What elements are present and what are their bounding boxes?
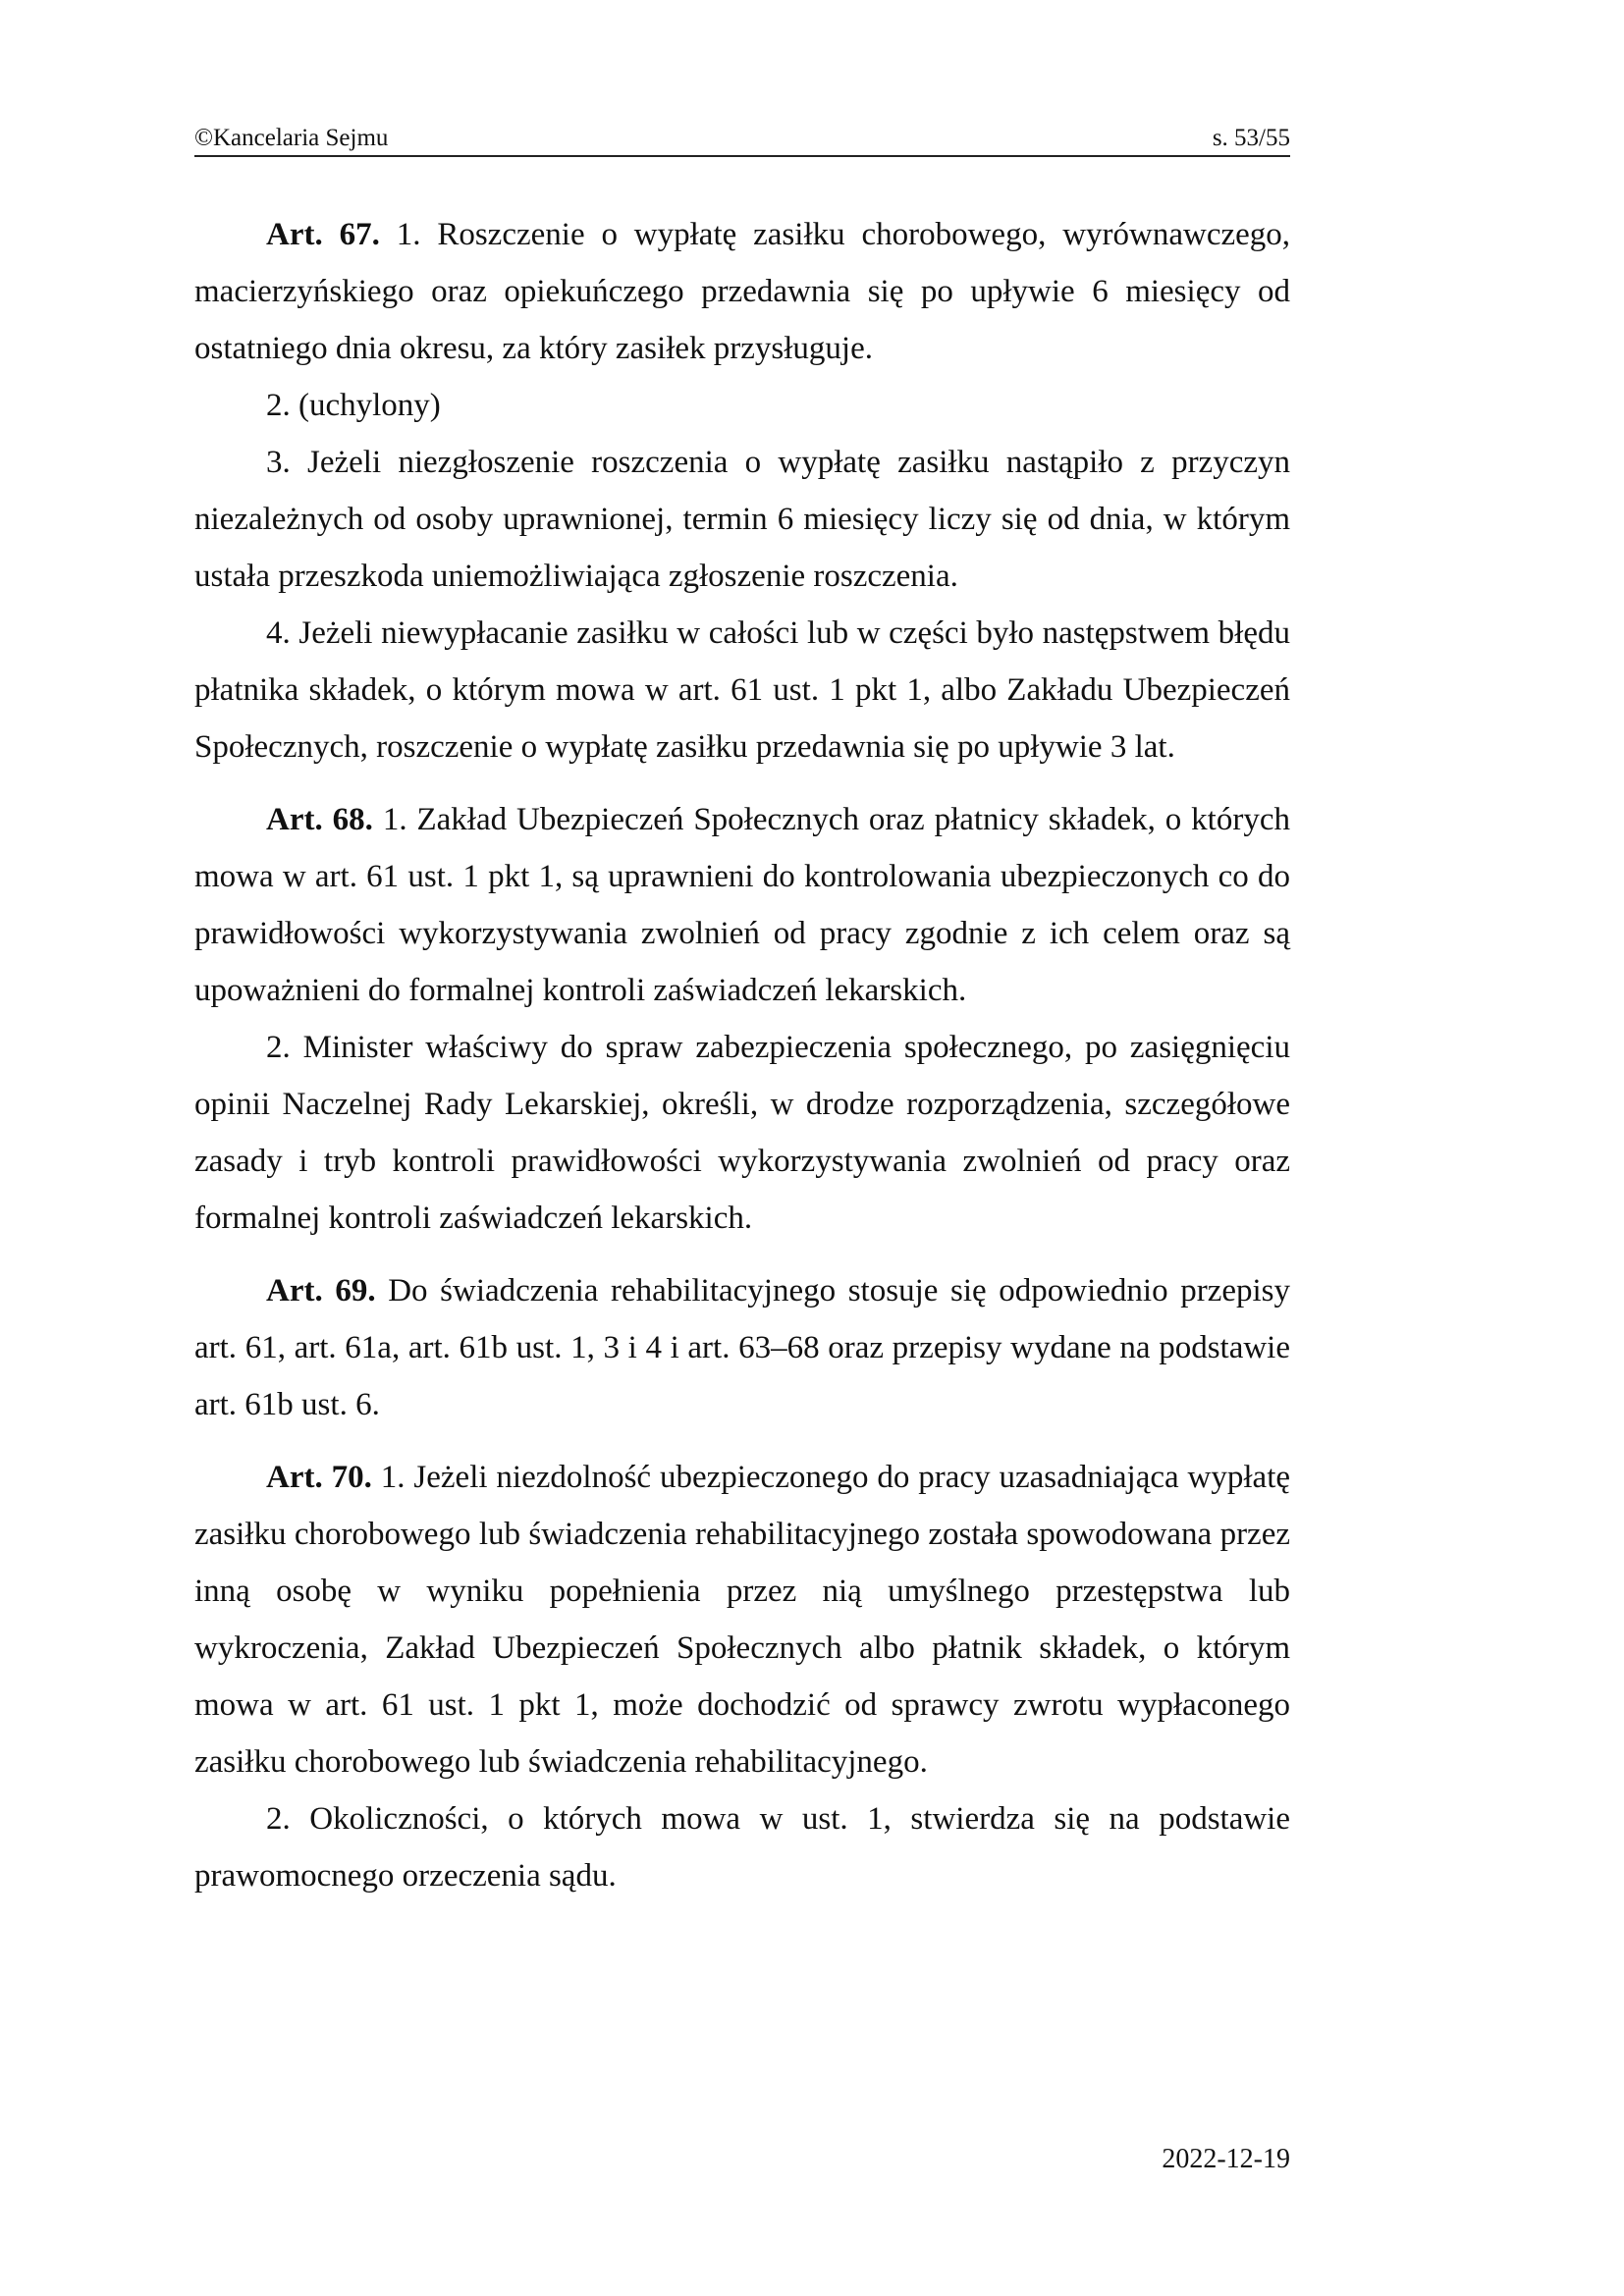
paragraph-text: 2. (uchylony): [266, 388, 441, 423]
article-number: Art. 67.: [266, 217, 380, 252]
article-68: [194, 791, 1290, 1247]
article-number: Art. 68.: [266, 802, 373, 837]
paragraph-text: 1. Roszczenie o wypłatę zasiłku chorobowego, wyrównawczego, macierzyńskiego oraz opiekuńczego przedawnia się po upływie 6 miesięcy od ostatniego dnia okresu, za który zasiłek przysługuje.: [194, 217, 1291, 366]
article-paragraph: [194, 1019, 1290, 1247]
paragraph-text: 1. Zakład Ubezpieczeń Społecznych oraz płatnicy składek, o których mowa w art. 61 ust. 1 pkt 1, są uprawnieni do kontrolowania ubezpieczonych co do prawidłowości wykorzystywania zwolnień od pracy zgodnie z ich celem oraz są upoważnieni do formalnej kontroli zaświadczeń lekarskich.: [194, 802, 1290, 1008]
footer-date: 2022-12-19: [1162, 2144, 1290, 2174]
paragraph-text: Do świadczenia rehabilitacyjnego stosuje się odpowiednio przepisy art. 61, art. 61a, art. 61b ust. 1, 3 i 4 i art. 63–68 oraz przepisy wydane na podstawie art. 61b ust. 6.: [194, 1273, 1291, 1422]
paragraph-text: 2. Minister właściwy do spraw zabezpieczenia społecznego, po zasięgnięciu opinii Naczelnej Rady Lekarskiej, określi, w drodze rozporządzenia, szczegółowe zasady i tryb kontroli prawidłowości wykorzystywania zwolnień od pracy oraz formalnej kontroli zaświadczeń lekarskich.: [194, 1030, 1290, 1236]
article-70: [194, 1449, 1290, 1904]
document-body: [194, 206, 1290, 1904]
paragraph-text: 3. Jeżeli niezgłoszenie roszczenia o wypłatę zasiłku nastąpiło z przyczyn niezależnych od osoby uprawnionej, termin 6 miesięcy liczy się od dnia, w którym ustała przeszkoda uniemożliwiająca zgłoszenie roszczenia.: [194, 445, 1290, 594]
paragraph-text: 4. Jeżeli niewypłacanie zasiłku w całości lub w części było następstwem błędu płatnika składek, o którym mowa w art. 61 ust. 1 pkt 1, albo Zakładu Ubezpieczeń Społecznych, roszczenie o wypłatę zasiłku przedawnia się po upływie 3 lat.: [194, 615, 1290, 765]
article-paragraph: [194, 791, 1290, 1019]
article-paragraph: [194, 434, 1290, 605]
article-paragraph: [194, 1790, 1290, 1904]
article-paragraph: [194, 1262, 1290, 1433]
article-number: Art. 70.: [266, 1460, 372, 1495]
article-paragraph: [194, 1449, 1290, 1790]
header-page-number: s. 53/55: [1212, 125, 1290, 151]
article-69: [194, 1262, 1290, 1433]
article-paragraph: [194, 605, 1290, 775]
article-number: Art. 69.: [266, 1273, 376, 1308]
page-header: [194, 124, 1290, 157]
paragraph-text: 1. Jeżeli niezdolność ubezpieczonego do pracy uzasadniająca wypłatę zasiłku chorobowego lub świadczenia rehabilitacyjnego została spowodowana przez inną osobę w wyniku popełnienia przez nią umyślnego przestępstwa lub wykroczenia, Zakład Ubezpieczeń Społecznych albo płatnik składek, o którym mowa w art. 61 ust. 1 pkt 1, może dochodzić od sprawcy zwrotu wypłaconego zasiłku chorobowego lub świadczenia rehabilitacyjnego.: [194, 1460, 1291, 1780]
header-publisher: ©Kancelaria Sejmu: [194, 125, 389, 151]
article-paragraph: [194, 377, 1290, 434]
article-67: [194, 206, 1290, 775]
paragraph-text: 2. Okoliczności, o których mowa w ust. 1, stwierdza się na podstawie prawomocnego orzeczenia sądu.: [194, 1801, 1290, 1894]
article-paragraph: [194, 206, 1290, 377]
